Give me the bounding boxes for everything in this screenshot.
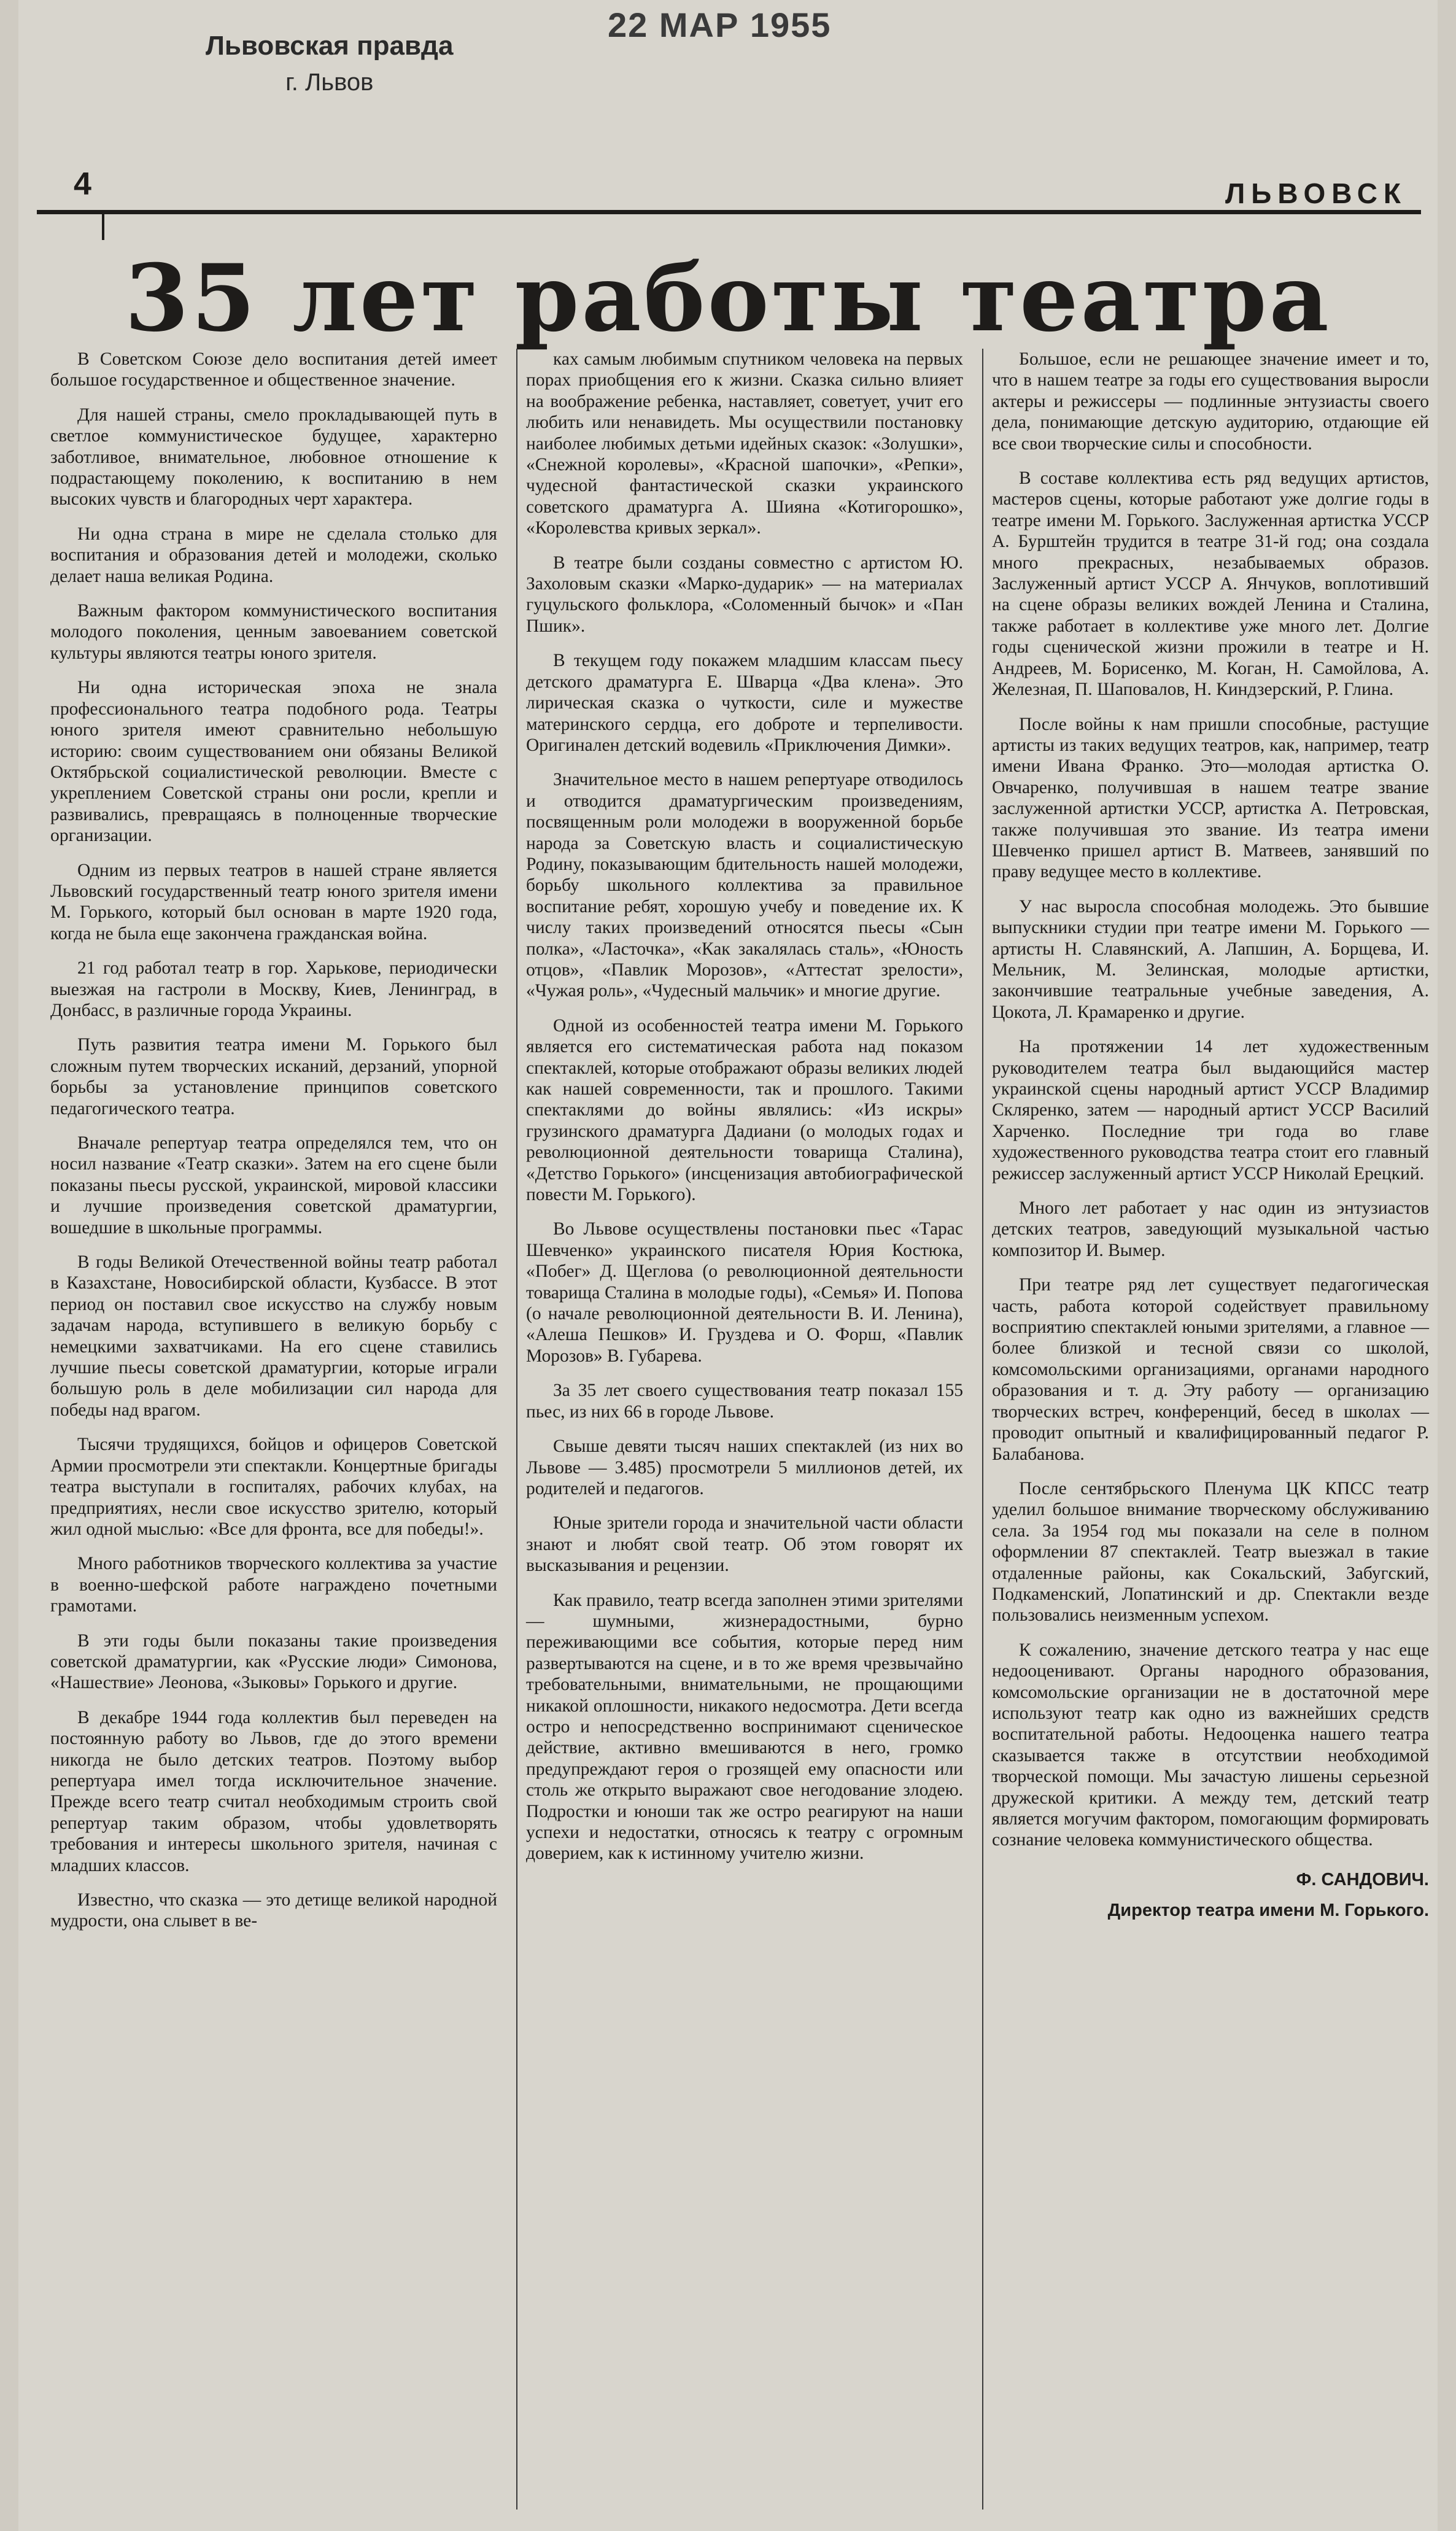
author-name: Ф. САНДОВИЧ. bbox=[1296, 1869, 1429, 1890]
paragraph: В театре были созданы совместно с артистом Ю. Захоловым сказки «Марко-дударик» — на материалах гуцульского фольклора, «Соломенный бычок» и «Пан Пшик». bbox=[526, 552, 963, 636]
paragraph: В составе коллектива есть ряд ведущих артистов, мастеров сцены, которые работают уже долгие годы в театре имени М. Горького. Заслуженная артистка УССР А. Бурштейн трудится в театре 31-й год; она создала много прекрасных, незабываемых образов. Заслуженный артист УССР А. Янчуков, воплотивший на сцене образы великих вождей Ленина и Сталина, также работает в коллективе уже много лет. Долгие годы сценической жизни прожили в театре и Н. Андреев, М. Борисенко, М. Коган, Н. Самойлова, А. Железная, П. Шаповалов, Н. Киндзерский, Р. Глина. bbox=[992, 468, 1429, 700]
paragraph: Свыше девяти тысяч наших спектаклей (из них во Львове — 3.485) просмотрели 5 миллионов детей, их родителей и педагогов. bbox=[526, 1436, 963, 1498]
paragraph: После войны к нам пришли способные, растущие артисты из таких ведущих театров, как, например, театр имени Ивана Франко. Это—молодая артистка О. Овчаренко, получившая в нашем театре звание заслуженной артистки УССР, артистка А. Петровская, также получившая это звание. Из театра имени Шевченко пришел артист В. Матвеев, занявший по праву ведущее место в коллективе. bbox=[992, 714, 1429, 882]
header-rule-tick bbox=[102, 214, 104, 240]
paragraph: Известно, что сказка — это детище великой народной мудрости, она слывет в ве- bbox=[50, 1890, 497, 1931]
paragraph: В декабре 1944 года коллектив был переведен на постоянную работу во Львов, где до этого времени никогда не было детских театров. Поэтому выбор репертуара имел тогда исключительное значение. Прежде всего театр считал необходимым строить свой репертуар таким образом, чтобы удовлетворять требования и интересы школьного зрителя, начиная с младших классов. bbox=[50, 1707, 497, 1875]
paragraph: В эти годы были показаны такие произведения советской драматургии, как «Русские люди» Симонова, «Нашествие» Леонова, «Зыковы» Горького и другие. bbox=[50, 1630, 497, 1693]
article-body bbox=[50, 349, 1435, 2510]
source-newspaper-name: Львовская правда bbox=[206, 31, 454, 61]
paragraph: При театре ряд лет существует педагогическая часть, работа которой содействует правильному восприятию спектаклей юными зрителями, а главное — более близкой и тесной связи со школой, комсомольскими организациями, органами народного образования и т. д. Эту работу — организацию творческих встреч, конференций, бесед в школах — проводит опытный и квалифицированный педагог Р. Балабанова. bbox=[992, 1275, 1429, 1464]
paragraph: Во Львове осуществлены постановки пьес «Тарас Шевченко» украинского писателя Юрия Костюка, «Побег» Д. Щеглова (о революционной деятельности товарища Сталина в молодые годы), «Семья» И. Попова (о начале революционной деятельности В. И. Ленина), «Алеша Пешков» И. Груздева и О. Форш, «Павлик Морозов» В. Губарева. bbox=[526, 1219, 963, 1366]
paragraph: В годы Великой Отечественной войны театр работал в Казахстане, Новосибирской области, Кузбассе. В этот период он поставил свое искусство на службу новым задачам народа, вступившего в великую борьбу с немецкими захватчиками. На его сцене ставились лучшие пьесы советской драматургии, которые играли большую роль в деле мобилизации сил народа для победы над врагом. bbox=[50, 1252, 497, 1420]
paragraph: Много лет работает у нас один из энтузиастов детских театров, заведующий музыкальной частью композитор И. Вымер. bbox=[992, 1198, 1429, 1260]
article-signature bbox=[992, 1864, 1429, 1926]
paragraph: Значительное место в нашем репертуаре отводилось и отводится драматургическим произведениям, посвященным роли молодежи в вооруженной борьбе народа за Советскую власть и социалистическую Родину, показывающим бдительность нашей молодежи, борьбу школьного коллектива за правильное воспитание ребят, хорошую учебу и поведение их. К числу таких произведений относятся пьесы «Сын полка», «Ласточка», «Как закалялась сталь», «Юность отцов», «Павлик Морозов», «Аттестат зрелости», «Чужая роль», «Чудесный мальчик» и многие другие. bbox=[526, 770, 963, 1001]
source-city: г. Львов bbox=[285, 68, 374, 96]
article-column-2 bbox=[516, 349, 969, 2510]
paragraph: 21 год работал театр в гор. Харькове, периодически выезжая на гастроли в Москву, Киев, Ленинград, в Донбасс, в различные города Украины. bbox=[50, 958, 497, 1020]
paragraph: У нас выросла способная молодежь. Это бывшие выпускники студии при театре имени М. Горького — артисты Н. Славянский, А. Лапшин, А. Борщева, И. Мельник, М. Зелинская, молодые артистки, закончившие театральные учебные заведения, А. Цокота, Л. Крамаренко и другие. bbox=[992, 896, 1429, 1022]
paragraph: Вначале репертуар театра определялся тем, что он носил название «Театр сказки». Затем на его сцене были показаны пьесы русской, украинской, мировой классики и лучшие произведения советской драматургии, вошедшие в школьные программы. bbox=[50, 1133, 497, 1238]
paragraph: Как правило, театр всегда заполнен этими зрителями — шумными, жизнерадостными, бурно переживающими все события, которые перед ним развертываются на сцене, и в то же время чрезвычайно требовательными, внимательными, не прощающими никакой оплошности, никакого недосмотра. Дети всегда остро и непосредственно воспринимают сценическое действие, активно вмешиваются в него, громко предупреждают героя о грозящей ему опасности или столь же открыто выражают свое негодование злодею. Подростки и юноши так же остро реагируют на наши успехи и недостатки, относясь к театру с огромным доверием, как к истинному учителю жизни. bbox=[526, 1590, 963, 1864]
paragraph: Одной из особенностей театра имени М. Горького является его систематическая работа над показом спектаклей, которые отображают образы великих людей как нашей современности, так и прошлого. Такими спектаклями до войны являлись: «Из искры» грузинского драматурга Дадиани (о молодых годах и революционной деятельности товарища Сталина), «Детство Горького» (инсценизация автобиографической повести М. Горького). bbox=[526, 1015, 963, 1205]
paragraph: Много работников творческого коллектива за участие в военно-шефской работе награждено почетными грамотами. bbox=[50, 1554, 497, 1616]
paragraph: Путь развития театра имени М. Горького был сложным путем творческих исканий, дерзаний, упорной борьбы за установление принципов советского педагогического театра. bbox=[50, 1035, 497, 1118]
source-stamp bbox=[206, 31, 453, 96]
paragraph: Ни одна страна в мире не сделала столько для воспитания и образования детей и молодежи, сколько делает наша великая Родина. bbox=[50, 524, 497, 586]
paragraph: Ни одна историческая эпоха не знала профессионального театра подобного рода. Театры юного зрителя имеют сравнительно небольшую историю: своим существованием они обязаны Великой Октябрьской социалистической революции. Вместе с укреплением Советской страны они росли, крепли и развивались, превращаясь в полноценные творческие организации. bbox=[50, 678, 497, 846]
paragraph: Важным фактором коммунистического воспитания молодого поколения, ценным завоеванием советской культуры являются театры юного зрителя. bbox=[50, 601, 497, 663]
paragraph: На протяжении 14 лет художественным руководителем театра был выдающийся мастер украинской сцены народный артист УССР Владимир Скляренко, затем — народный артист УССР Василий Харченко. Последние три года во главе художественного руководства театра стоит его главный режиссер заслуженный артист УССР Николай Ерецкий. bbox=[992, 1037, 1429, 1184]
author-title: Директор театра имени М. Горького. bbox=[1107, 1900, 1429, 1920]
page-number: 4 bbox=[74, 166, 91, 202]
paragraph: Для нашей страны, смело прокладывающей путь в светлое коммунистическое будущее, характерно заботливое, внимательное, любовное отношение к подрастающему поколению, к воспитанию в нем высоких чувств и благородных черт характера. bbox=[50, 405, 497, 510]
masthead-label: ЛЬВОВСК bbox=[1225, 177, 1407, 209]
paragraph: Большое, если не решающее значение имеет и то, что в нашем театре за годы его существования выросли актеры и режиссеры — подлинные энтузиасты своего дела, понимающие детскую аудиторию, отдающие ей все свои творческие силы и способности. bbox=[992, 349, 1429, 454]
paragraph: В текущем году покажем младшим классам пьесу детского драматурга Е. Шварца «Два клена». Это лирическая сказка о чуткости, силе и мужестве материнского сердца, его доброте и терпеливости. Оригинален детский водевиль «Приключения Димки». bbox=[526, 651, 963, 755]
paragraph: ках самым любимым спутником человека на первых порах приобщения его к жизни. Сказка сильно влияет на воображение ребенка, наставляет, советует, учит его любить или ненавидеть. Мы осуществили постановку наиболее любимых детьми идейных сказок: «Золушки», «Снежной королевы», «Красной шапочки», «Репки», чудесной фантастической сказки украинского советского драматурга А. Шияна «Котигорошко», «Королевства кривых зеркал». bbox=[526, 349, 963, 538]
newspaper-clipping bbox=[18, 0, 1438, 2531]
paragraph: Одним из первых театров в нашей стране является Львовский государственный театр юного зрителя имени М. Горького, который был основан в марте 1920 года, когда не была еще закончена гражданская война. bbox=[50, 860, 497, 944]
paragraph: За 35 лет своего существования театр показал 155 пьес, из них 66 в городе Львове. bbox=[526, 1381, 963, 1422]
article-column-1 bbox=[50, 349, 503, 2510]
article-headline: 35 лет работы театра bbox=[125, 244, 1331, 352]
header-rule bbox=[37, 210, 1421, 214]
paragraph: В Советском Союзе дело воспитания детей имеет большое государственное и общественное значение. bbox=[50, 349, 497, 390]
paragraph: Юные зрители города и значительной части области знают и любят свой театр. Об этом говорят их высказывания и рецензии. bbox=[526, 1513, 963, 1576]
paragraph: После сентябрьского Пленума ЦК КПСС театр уделил большое внимание творческому обслуживанию села. За 1954 год мы показали на селе в полном оформлении 87 спектаклей. Театр выезжал в такие отдаленные районы, как Сокальский, Забугский, Подкаменский, Лопатинский и др. Спектакли везде пользовались неизменным успехом. bbox=[992, 1478, 1429, 1626]
date-stamp: 22 МАР 1955 bbox=[608, 6, 832, 44]
paragraph: К сожалению, значение детского театра у нас еще недооценивают. Органы народного образования, комсомольские организации не в достаточной мере используют театр как одно из важнейших средств воспитательной работы. Недооценка нашего театра сказывается также в отсутствии необходимой творческой помощи. Мы зачастую лишены серьезной дружеской критики. А между тем, детский театр является могучим фактором, помогающим формировать сознание человека коммунистического общества. bbox=[992, 1640, 1429, 1850]
article-column-3 bbox=[982, 349, 1435, 2510]
paragraph: Тысячи трудящихся, бойцов и офицеров Советской Армии просмотрели эти спектакли. Концертные бригады театра выступали в госпиталях, рабочих клубах, на предприятиях, несли свое искусство зрителю, который жил одной мыслью: «Все для фронта, все для победы!». bbox=[50, 1435, 497, 1539]
